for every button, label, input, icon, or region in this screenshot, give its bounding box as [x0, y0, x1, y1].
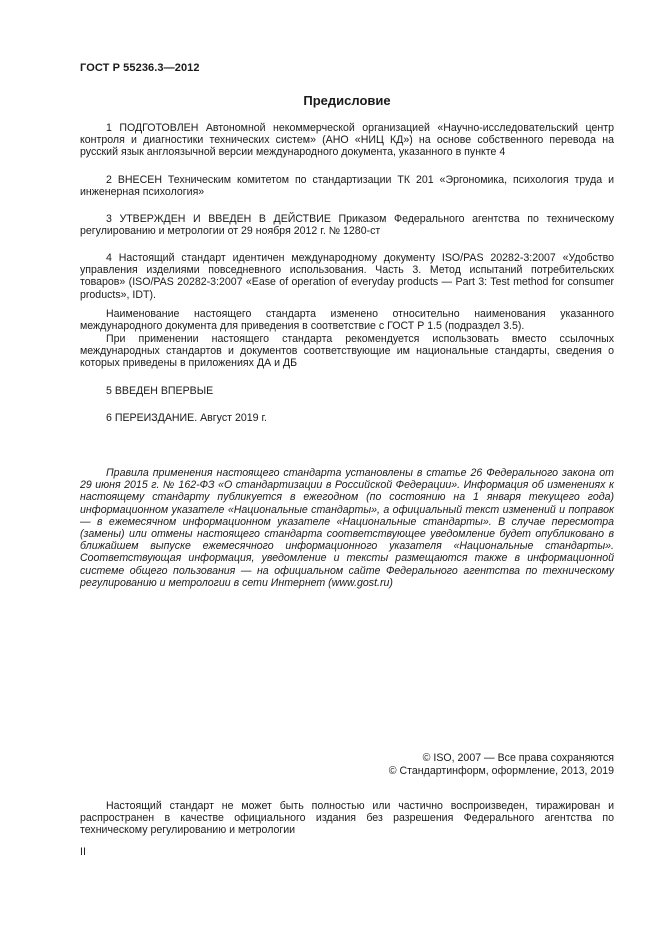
- application-rules-notice: Правила применения настоящего стандарта установлены в статье 26 Федерального закона от 29 июня 2015 г. № 162-ФЗ «О стандартизации в Российской Федерации». Информация об изменениях к настоящему стандарту публикуется в ежегодном (по состоянию на 1 января текущего года) информационном указателе «Национальные стандарты», а официальный текст изменений и поправок — в ежемесячном информационном указателе «Национальные стандарты». В случае пересмотра (замены) или отмены настоящего стандарта соответствующее уведомление будет опубликовано в ближайшем выпуске ежемесячного информационного указателя «Национальные стандарты». Соответствующая информация, уведомление и тексты размещаются также в информационной системе общего пользования — на официальном сайте Федерального агентства по техническому регулированию и метрологии в сети Интернет (www.gost.ru): [80, 467, 614, 589]
- paragraph-1: 1 ПОДГОТОВЛЕН Автономной некоммерческой организацией «Научно-исследовательский центр контроля и диагностики технических систем» (АНО «НИЦ КД») на основе собственного перевода на русский язык англоязычной версии международного документа, указанного в пункте 4: [80, 122, 614, 159]
- reproduction-notice: Настоящий стандарт не может быть полностью или частично воспроизведен, тиражирован и распространен в качестве официального издания без разрешения Федерального агентства по техническому регулированию и метрологии: [80, 800, 614, 837]
- document-code: ГОСТ Р 55236.3—2012: [80, 62, 200, 74]
- paragraph-3: 3 УТВЕРЖДЕН И ВВЕДЕН В ДЕЙСТВИЕ Приказом Федерального агентства по техническому регулированию и метрологии от 29 ноября 2012 г. № 1280-ст: [80, 213, 614, 238]
- paragraph-4: 4 Настоящий стандарт идентичен международному документу ISO/PAS 20282-3:2007 «Удобство управления изделиями повседневного использования. Часть 3. Метод испытаний потребительских товаров» (ISO/PAS 20282-3:2007 «Ease of operation of everyday products — Part 3: Test method for consumer products», IDT).: [80, 252, 614, 301]
- paragraph-5: 5 ВВЕДЕН ВПЕРВЫЕ: [106, 385, 214, 397]
- paragraph-2: 2 ВНЕСЕН Техническим комитетом по стандартизации ТК 201 «Эргономика, психология труда и инженерная психология»: [80, 174, 614, 199]
- paragraph-6: 6 ПЕРЕИЗДАНИЕ. Август 2019 г.: [106, 412, 267, 424]
- paragraph-4-references-note: При применении настоящего стандарта рекомендуется использовать вместо ссылочных международных стандартов и документов соответствующие им национальные стандарты, сведения о которых приведены в приложениях ДА и ДБ: [80, 333, 614, 370]
- copyright-standartinform: © Стандартинформ, оформление, 2013, 2019: [388, 765, 614, 777]
- page-number: II: [80, 846, 86, 858]
- page-title: Предисловие: [303, 93, 391, 108]
- paragraph-4-rename-note: Наименование настоящего стандарта изменено относительно наименования указанного международного документа для приведения в соответствие с ГОСТ Р 1.5 (подраздел 3.5).: [80, 308, 614, 333]
- copyright-iso: © ISO, 2007 — Все права сохраняются: [422, 752, 614, 764]
